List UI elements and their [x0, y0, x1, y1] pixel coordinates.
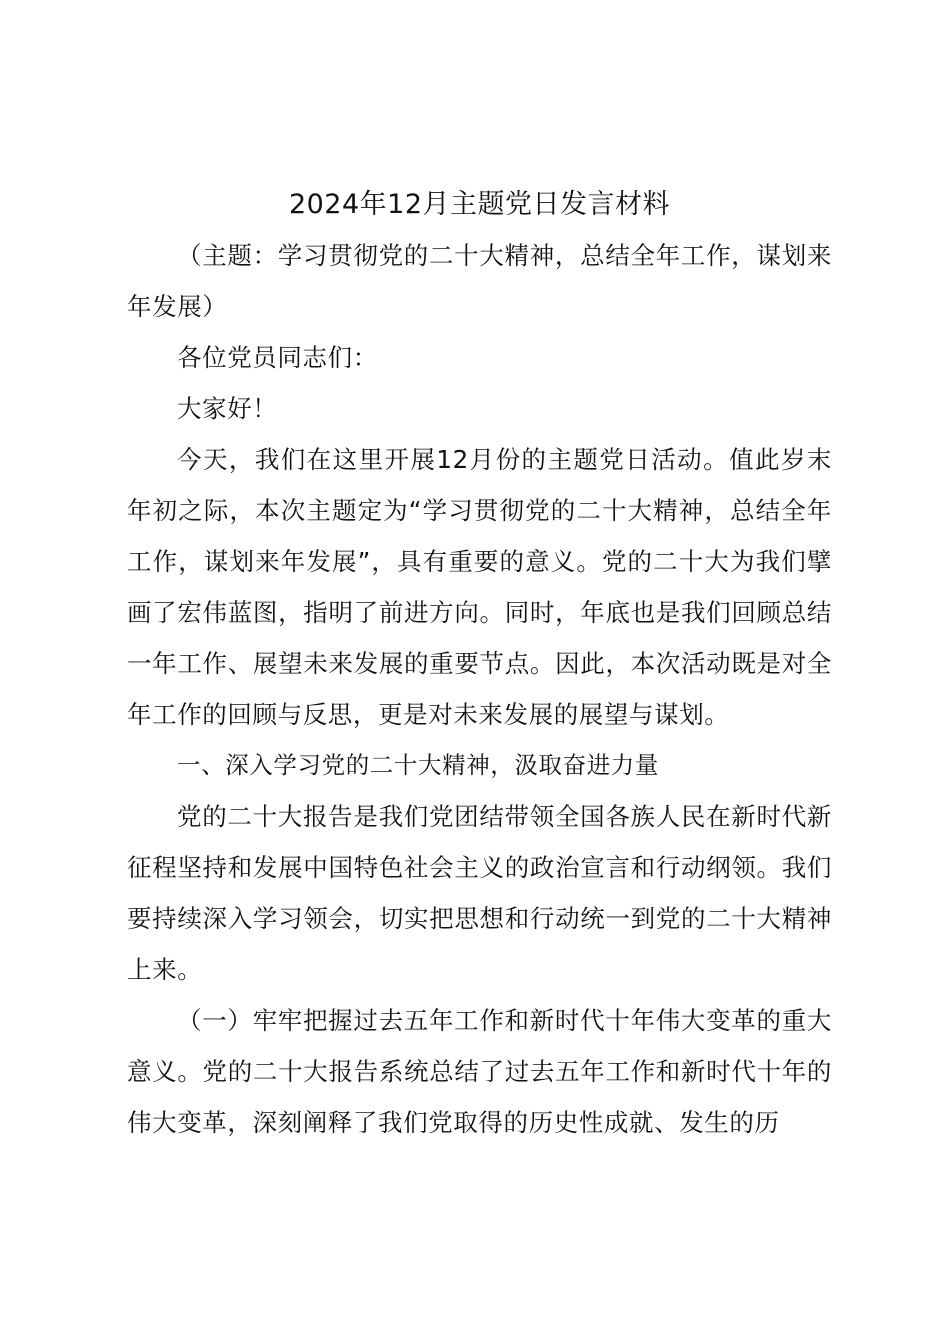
- theme-subtitle: （主题：学习贯彻党的二十大精神，总结全年工作，谋划来年发展）: [127, 241, 832, 321]
- section-1-paragraph: 党的二十大报告是我们党团结带领全国各族人民在新时代新征程坚持和发展中国特色社会主义的政治宣言和行动纲领。我们要持续深入学习领会，切实把思想和行动统一到党的二十大精神上来。: [127, 802, 832, 984]
- document-title: 2024年12月主题党日发言材料: [288, 189, 671, 220]
- greeting-line: 各位党员同志们：: [177, 343, 378, 372]
- section-heading-1: 一、深入学习党的二十大精神，汲取奋进力量: [177, 751, 659, 779]
- section-1-subpoint-1: （一）牢牢把握过去五年工作和新时代十年伟大变革的重大意义。党的二十大报告系统总结了过去五年工作和新时代十年的伟大变革，深刻阐释了我们党取得的历史性成就、发生的历: [127, 1006, 832, 1137]
- hello-line: 大家好！: [177, 394, 278, 423]
- intro-paragraph: 今天，我们在这里开展12月份的主题党日活动。值此岁末年初之际，本次主题定为“学习贯彻党的二十大精神，总结全年工作，谋划来年发展”，具有重要的意义。党的二十大为我们擘画了宏伟蓝图，指明了前进方向。同时，年底也是我们回顾总结一年工作、展望未来发展的重要节点。因此，本次活动既是对全年工作的回顾与反思，更是对未来发展的展望与谋划。: [127, 445, 832, 729]
- document-body: [127, 180, 832, 1148]
